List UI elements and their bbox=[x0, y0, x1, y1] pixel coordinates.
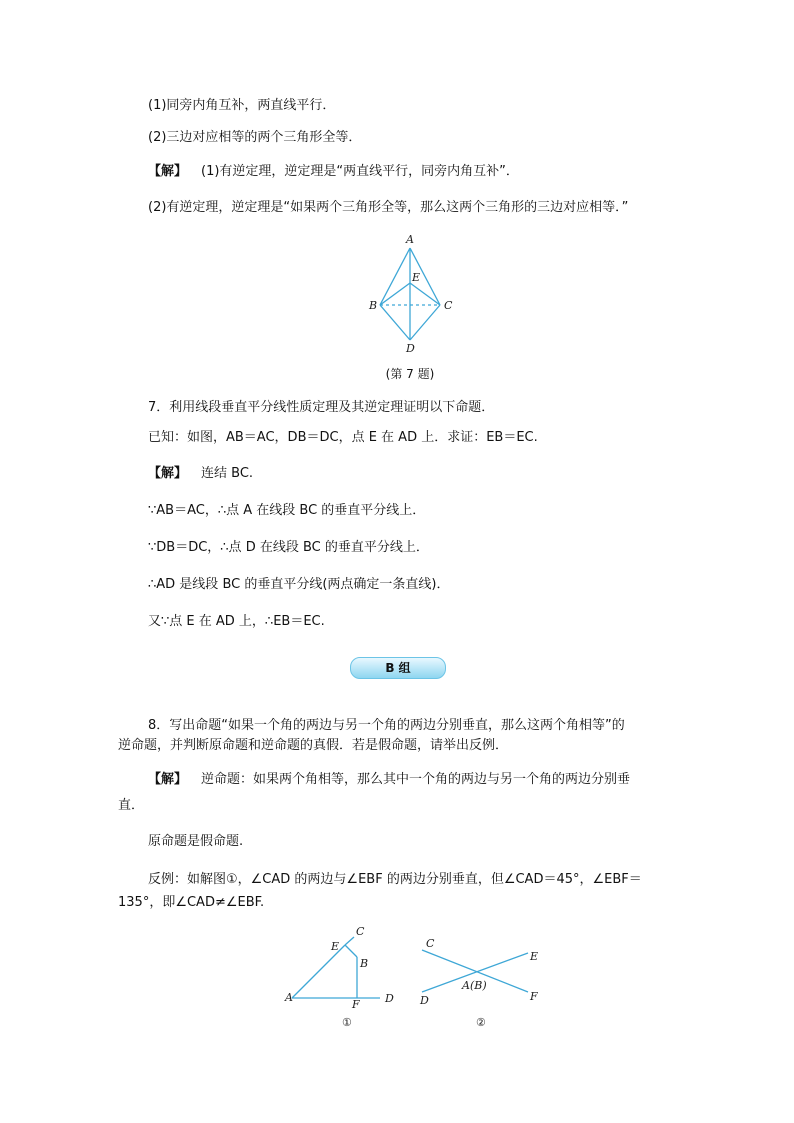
question-8-solution bbox=[148, 770, 630, 790]
fig8-right-caption: ② bbox=[476, 1016, 486, 1029]
fig8-right-label-D: D bbox=[420, 994, 429, 1007]
question-7-step-4: 又∵点 E 在 AD 上，∴EB＝EC. bbox=[148, 614, 325, 629]
figure-7-caption: (第 7 题) bbox=[385, 367, 435, 381]
line-statement-1: (1)同旁内角互补，两直线平行． bbox=[148, 98, 336, 113]
fig8-right-label-AB: A(B) bbox=[462, 979, 487, 992]
question-7-step-1: ∵AB＝AC，∴点 A 在线段 BC 的垂直平分线上． bbox=[148, 503, 426, 518]
fig8-left-label-D: D bbox=[385, 992, 394, 1005]
solution-tag: 【解】 bbox=[148, 466, 188, 481]
solution-text-1: (1)有逆定理，逆定理是“两直线平行，同旁内角互补”． bbox=[201, 164, 519, 179]
question-8-counterexample-2: 135°，即∠CAD≠∠EBF. bbox=[118, 895, 265, 910]
fig8-right-label-C: C bbox=[426, 937, 435, 950]
solution-line-1 bbox=[148, 162, 519, 182]
fig8-right-label-E: E bbox=[530, 950, 539, 963]
fig7-label-A: A bbox=[406, 233, 414, 246]
fig7-label-C: C bbox=[444, 299, 453, 312]
group-b-badge: B 组 bbox=[350, 657, 446, 679]
question-8-counterexample-1: 反例：如解图①，∠CAD 的两边与∠EBF 的两边分别垂直，但∠CAD＝45°，∠EBF＝ bbox=[148, 872, 642, 887]
fig7-label-B: B bbox=[369, 299, 378, 312]
fig8-left-label-A: A bbox=[285, 991, 293, 1004]
question-7-solution-text: 连结 BC. bbox=[201, 466, 254, 481]
question-7-given: 已知：如图，AB＝AC，DB＝DC，点 E 在 AD 上．求证：EB＝EC. bbox=[148, 430, 538, 445]
solution-tag: 【解】 bbox=[148, 164, 188, 179]
fig8-left-caption: ① bbox=[342, 1016, 352, 1029]
question-7-step-3: ∴AD 是线段 BC 的垂直平分线(两点确定一条直线)． bbox=[148, 577, 450, 592]
question-7-step-2: ∵DB＝DC，∴点 D 在线段 BC 的垂直平分线上． bbox=[148, 540, 429, 555]
fig8-left-label-F: F bbox=[352, 998, 360, 1011]
line-statement-2: (2)三边对应相等的两个三角形全等． bbox=[148, 130, 362, 145]
fig7-label-D: D bbox=[406, 342, 415, 355]
question-7-solution bbox=[148, 464, 253, 484]
question-8-original-false: 原命题是假命题. bbox=[148, 834, 244, 849]
question-8-line-1: 8．写出命题“如果一个角的两边与另一个角的两边分别垂直，那么这两个角相等”的 bbox=[148, 718, 625, 733]
figure-8 bbox=[280, 920, 560, 1030]
fig7-label-E: E bbox=[412, 271, 421, 284]
solution-line-2: (2)有逆定理，逆定理是“如果两个三角形全等，那么这两个三角形的三边对应相等．” bbox=[148, 200, 629, 215]
solution-tag: 【解】 bbox=[148, 772, 188, 787]
fig8-left-label-E: E bbox=[331, 940, 340, 953]
question-8-solution-cont: 直． bbox=[118, 798, 145, 813]
question-8-line-2: 逆命题，并判断原命题和逆命题的真假．若是假命题，请举出反例． bbox=[118, 738, 509, 753]
question-7: 7．利用线段垂直平分线性质定理及其逆定理证明以下命题． bbox=[148, 400, 495, 415]
fig8-left-label-C: C bbox=[356, 925, 365, 938]
question-8-solution-text: 逆命题：如果两个角相等，那么其中一个角的两边与另一个角的两边分别垂 bbox=[201, 772, 631, 787]
fig8-left-label-B: B bbox=[360, 957, 369, 970]
fig8-right-label-F: F bbox=[530, 990, 538, 1003]
figure-7 bbox=[360, 228, 460, 358]
